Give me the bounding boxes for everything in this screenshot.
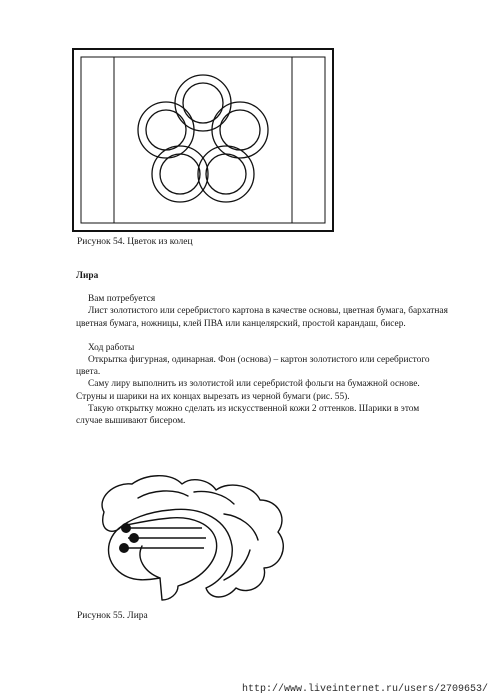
lyre-section <box>76 270 448 427</box>
figure-55-lyre <box>74 454 296 604</box>
source-watermark: http://www.liveinternet.ru/users/2709653/ <box>241 684 488 695</box>
section-title: Лира <box>76 271 99 281</box>
figure-54-rings-flower <box>72 48 334 232</box>
materials-text: Лист золотистого или серебристого картона в качестве основы, цветная бумага, бархатная цветная бумага, ножницы, клей ПВА или канцелярский, простой карандаш, бисер. <box>76 306 448 329</box>
process-paragraph-1: Открытка фигурная, одинарная. Фон (основа) – картон золотистого или серебристого цвета. <box>76 355 430 378</box>
materials-heading: Вам потребуется <box>88 294 156 305</box>
figure-55-caption: Рисунок 55. Лира <box>77 611 148 621</box>
figure-54-caption: Рисунок 54. Цветок из колец <box>77 237 193 247</box>
process-paragraph-2: Саму лиру выполнить из золотистой или серебристой фольги на бумажной основе. Струны и шарики на их концах вырезать из черной бумаги (рис. 55). <box>76 379 420 402</box>
process-heading: Ход работы <box>88 342 135 353</box>
process-paragraph-3: Такую открытку можно сделать из искусственной кожи 2 оттенков. Шарики в этом случае вышивают бисером. <box>76 403 420 427</box>
